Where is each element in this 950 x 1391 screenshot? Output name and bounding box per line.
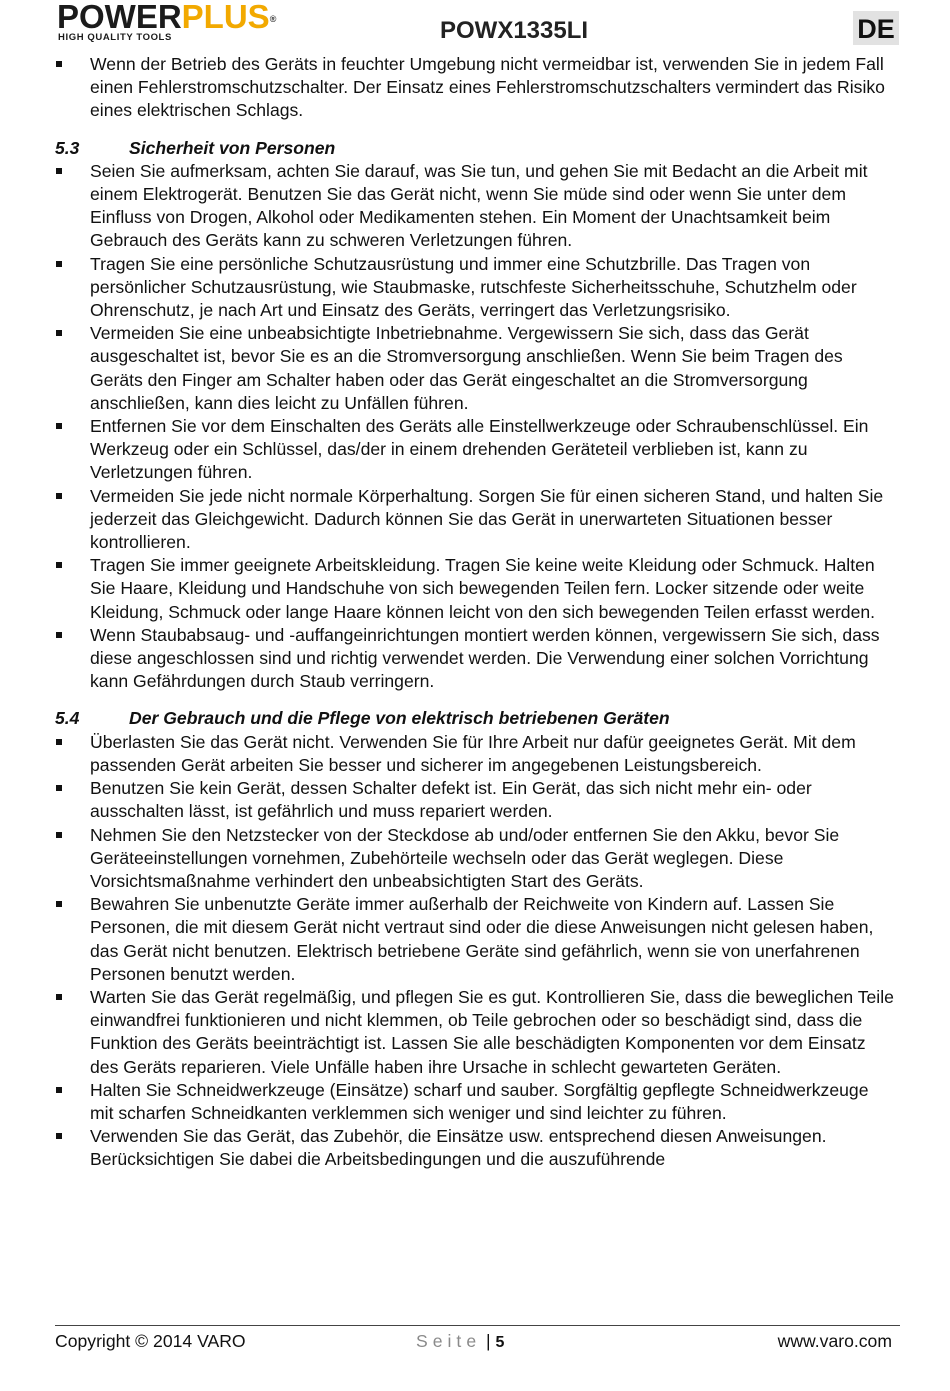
intro-list xyxy=(55,53,895,123)
list-item-text: Halten Sie Schneidwerkzeuge (Einsätze) scharf und sauber. Sorgfältig gepflegte Schneidwerkzeuge mit scharfen Schneidkanten verklemmen sich weniger und sind leichter zu führen. xyxy=(90,1079,869,1123)
list-item xyxy=(55,554,895,624)
list-item xyxy=(55,1125,895,1171)
bullet-square-icon xyxy=(56,330,62,336)
list-item-text: Verwenden Sie das Gerät, das Zubehör, die Einsätze usw. entsprechend diesen Anweisungen. Berücksichtigen Sie dabei die Arbeitsbedingungen und die auszuführende xyxy=(90,1126,827,1170)
model-number: POWX1335LI xyxy=(440,17,589,44)
bullet-square-icon xyxy=(56,1133,62,1139)
section-title: Sicherheit von Personen xyxy=(129,137,336,158)
powerplus-logo xyxy=(57,2,307,42)
list-item-text: Nehmen Sie den Netzstecker von der Steckdose ab und/oder entfernen Sie den Akku, bevor Sie Geräteeinstellungen vornehmen, Zubehörteile wechseln oder das Gerät weglegen. Diese Vorsichtsmaßnahme verhindert den unbeabsichtigten Start des Geräts. xyxy=(90,824,840,891)
list-item xyxy=(55,986,895,1079)
list-item xyxy=(55,1079,895,1125)
logo-power-text: POWER xyxy=(57,0,182,35)
bullet-square-icon xyxy=(56,785,62,791)
list-item xyxy=(55,485,895,555)
list-item xyxy=(55,53,895,123)
list-item xyxy=(55,322,895,415)
section-title: Der Gebrauch und die Pflege von elektrisch betriebenen Geräten xyxy=(129,708,670,729)
bullet-square-icon xyxy=(56,423,62,429)
bullet-square-icon xyxy=(56,261,62,267)
list-item-text: Wenn der Betrieb des Geräts in feuchter Umgebung nicht vermeidbar ist, verwenden Sie in jedem Fall einen Fehlerstromschutzschalter. Der Einsatz eines Fehlerstromschutzschalters vermindert das Risiko eines elektrischen Schlags. xyxy=(90,54,885,121)
bullet-square-icon xyxy=(56,739,62,745)
page-header xyxy=(0,0,950,52)
bullet-square-icon xyxy=(56,562,62,568)
page-separator: | xyxy=(486,1331,491,1351)
section-heading-5-4 xyxy=(55,707,895,730)
section-5-3-list xyxy=(55,160,895,694)
list-item-text: Bewahren Sie unbenutzte Geräte immer außerhalb der Reichweite von Kindern auf. Lassen Sie Personen, die mit diesem Gerät nicht vertraut sind oder die diese Anweisungen nicht gelesen haben, das Gerät nicht benutzen. Elektrisch betriebene Geräte sind gefährlich, wenn sie von unerfahrenen Personen benutzt werden. xyxy=(90,894,874,984)
section-number: 5.4 xyxy=(55,708,80,729)
footer-divider xyxy=(55,1325,900,1326)
page-body xyxy=(55,53,895,1172)
page-indicator xyxy=(416,1331,504,1352)
bullet-square-icon xyxy=(56,832,62,838)
bullet-square-icon xyxy=(56,632,62,638)
list-item xyxy=(55,824,895,894)
list-item-text: Vermeiden Sie jede nicht normale Körperhaltung. Sorgen Sie für einen sicheren Stand, und halten Sie jederzeit das Gleichgewicht. Dadurch können Sie das Gerät in unerwarteten Situationen besser kontrollieren. xyxy=(90,485,884,553)
list-item xyxy=(55,777,895,823)
bullet-square-icon xyxy=(56,493,62,499)
list-item xyxy=(55,160,895,253)
list-item xyxy=(55,415,895,485)
list-item xyxy=(55,624,895,694)
registered-mark: ® xyxy=(269,14,277,24)
section-number: 5.3 xyxy=(55,137,80,158)
list-item-text: Vermeiden Sie eine unbeabsichtigte Inbetriebnahme. Vergewissern Sie sich, dass das Gerät ausgeschaltet ist, bevor Sie es an die Stromversorgung anschließen. Wenn Sie beim Tragen des Geräts den Finger am Schalter haben oder das Gerät eingeschaltet an die Stromversorgung anschließen, kann dies leicht zu Unfällen führen. xyxy=(90,323,843,413)
list-item-text: Warten Sie das Gerät regelmäßig, und pflegen Sie es gut. Kontrollieren Sie, dass die beweglichen Teile einwandfrei funktionieren und nicht klemmen, ob Teile gebrochen oder so beschädigt sind, dass die Funktion des Geräts beeinträchtigt ist. Lassen Sie alle beschädigten Komponenten vor dem Einsatz des Geräts reparieren. Viele Unfälle haben ihre Ursache in schlecht gewarteten Geräten. xyxy=(90,986,894,1077)
bullet-square-icon xyxy=(56,994,62,1000)
page-number: 5 xyxy=(495,1334,505,1351)
logo-tagline: HIGH QUALITY TOOLS xyxy=(58,32,172,43)
list-item-text: Tragen Sie eine persönliche Schutzausrüstung und immer eine Schutzbrille. Das Tragen von persönlicher Schutzausrüstung, wie Staubmaske, rutschfeste Sicherheitsschuhe, Schutzhelm oder Ohrenschutz, je nach Art und Einsatz des Geräts, verringert das Verletzungsrisiko. xyxy=(90,253,857,321)
website-link[interactable]: www.varo.com xyxy=(777,1331,892,1351)
bullet-square-icon xyxy=(56,901,62,907)
list-item-text: Tragen Sie immer geeignete Arbeitskleidung. Tragen Sie keine weite Kleidung oder Schmuck. Halten Sie Haare, Kleidung und Handschuhe von sich bewegenden Teilen fern. Locker sitzende oder weite Kleidung, Schmuck oder lange Haare können leicht von den sich bewegenden Teilen erfasst werden. xyxy=(90,555,876,622)
list-item-text: Entfernen Sie vor dem Einschalten des Geräts alle Einstellwerkzeuge oder Schraubenschlüssel. Ein Werkzeug oder ein Schlüssel, das/der in einem drehenden Geräteteil verblieben ist, kann zu Verletzungen führen. xyxy=(90,416,869,483)
language-badge: DE xyxy=(853,11,899,45)
copyright-text: Copyright © 2014 VARO xyxy=(55,1331,246,1351)
list-item-text: Wenn Staubabsaug- und -auffangeinrichtungen montiert werden können, vergewissern Sie sich, dass diese angeschlossen sind und richtig verwendet werden. Die Verwendung einer solchen Vorrichtung kann Gefährdungen durch Staub verringern. xyxy=(90,624,880,692)
list-item-text: Überlasten Sie das Gerät nicht. Verwenden Sie für Ihre Arbeit nur dafür geeignetes Gerät. Mit dem passenden Gerät arbeiten Sie besser und sicherer im angegebenen Leistungsbereich. xyxy=(90,731,856,775)
bullet-square-icon xyxy=(56,168,62,174)
bullet-square-icon xyxy=(56,61,62,67)
list-item-text: Benutzen Sie kein Gerät, dessen Schalter defekt ist. Ein Gerät, das sich nicht mehr ein- oder ausschalten lässt, ist gefährlich und muss repariert werden. xyxy=(90,778,812,822)
list-item-text: Seien Sie aufmerksam, achten Sie darauf, was Sie tun, und gehen Sie mit Bedacht an die Arbeit mit einem Elektrogerät. Benutzen Sie das Gerät nicht, wenn Sie müde sind oder wenn Sie unter dem Einfluss von Drogen, Alkohol oder Medikamenten stehen. Ein Moment der Unachtsamkeit beim Gebrauch des Geräts kann zu schweren Verletzungen führen. xyxy=(90,160,868,251)
section-5-4-list xyxy=(55,731,895,1172)
section-heading-5-3 xyxy=(55,137,895,160)
bullet-square-icon xyxy=(56,1087,62,1093)
page-label: Seite xyxy=(416,1331,482,1351)
logo-wordmark xyxy=(57,0,276,34)
list-item xyxy=(55,253,895,323)
list-item xyxy=(55,893,895,986)
list-item xyxy=(55,731,895,777)
logo-plus-text: PLUS xyxy=(181,0,270,35)
